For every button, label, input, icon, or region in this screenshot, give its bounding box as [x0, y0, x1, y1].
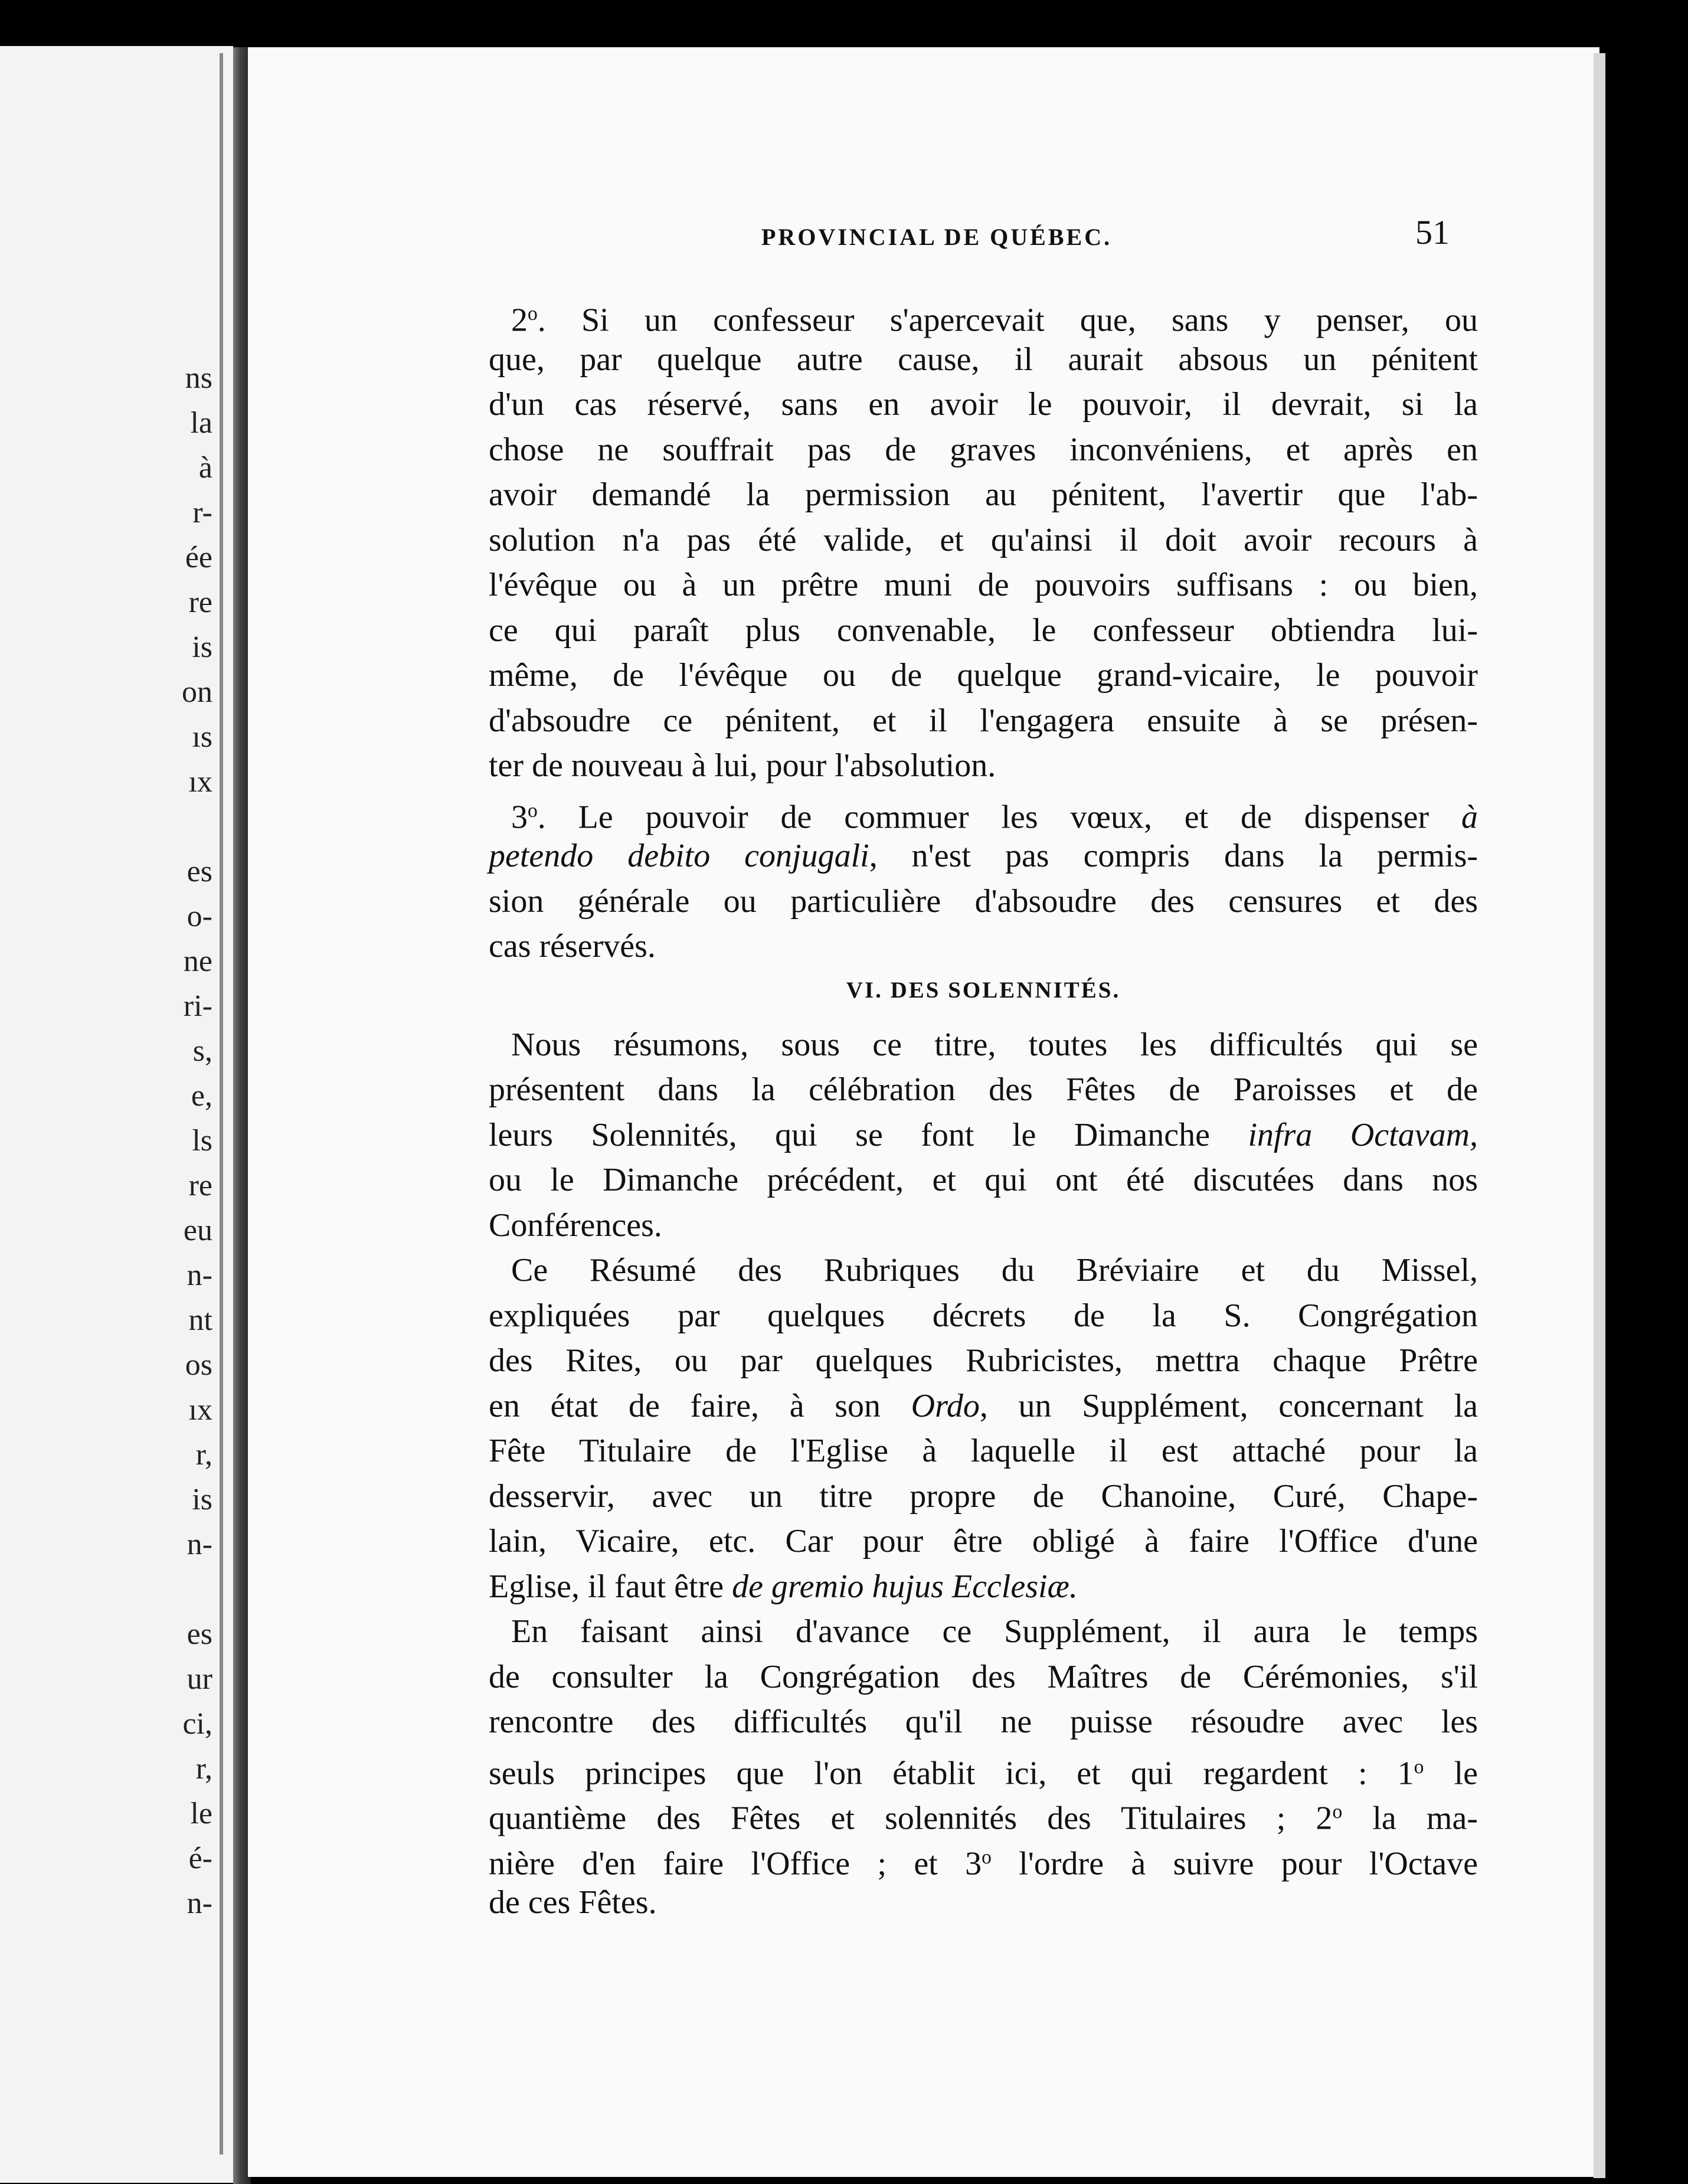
- text-line: que, par quelque autre cause, il aurait absous un pénitent: [489, 341, 1478, 378]
- left-fragment: ıx: [188, 1393, 212, 1427]
- text-line: chose ne souffrait pas de graves inconvéniens, et après en: [489, 431, 1478, 468]
- latin-phrase: infra Octavam,: [1248, 1116, 1478, 1153]
- text-line: rencontre des difficultés qu'il ne puisse résoudre avec les: [489, 1704, 1478, 1740]
- latin-phrase: Ordo: [911, 1387, 980, 1424]
- left-fragment: n-: [187, 1887, 212, 1920]
- line-text: nière d'en faire l'Office ; et 3: [489, 1845, 982, 1882]
- left-fragment: [0, 1567, 212, 1612]
- text-line: expliquées par quelques décrets de la S. Congrégation: [489, 1297, 1478, 1334]
- text-line: desservir, avec un titre propre de Chanoine, Curé, Chape-: [489, 1477, 1478, 1515]
- line-text: Eglise, il faut être: [489, 1568, 732, 1605]
- text-line: des Rites, ou par quelques Rubricistes, mettra chaque Prêtre: [489, 1342, 1478, 1379]
- line-text: leurs Solennités, qui se font le Dimanche: [489, 1116, 1248, 1153]
- left-fragment: es: [187, 855, 212, 888]
- running-head: PROVINCIAL DE QUÉBEC.: [761, 224, 1113, 250]
- text-line: [489, 292, 1478, 337]
- text-line: [489, 1745, 1478, 1790]
- left-fragment: n-: [187, 1258, 212, 1292]
- line-text: . Si un confesseur s'apercevait que, sans y penser, ou: [537, 302, 1478, 339]
- left-fragment: ns: [185, 361, 212, 395]
- ordinal-mark: o: [528, 303, 538, 325]
- left-fragment: ur: [187, 1662, 212, 1696]
- text-line: Fête Titulaire de l'Eglise à laquelle il est attaché pour la: [489, 1433, 1478, 1469]
- line-text: le: [1424, 1754, 1478, 1791]
- line-text: . Le pouvoir de commuer les vœux, et de dispenser: [537, 798, 1461, 835]
- text-line: [489, 1790, 1478, 1835]
- text-line: ou le Dimanche précédent, et qui ont été discutées dans nos: [489, 1162, 1478, 1198]
- text-line: [489, 789, 1478, 834]
- left-fragment: es: [187, 1617, 212, 1651]
- left-fragment: n-: [187, 1528, 212, 1561]
- left-fragment: la: [190, 406, 212, 440]
- line-text: la ma-: [1342, 1800, 1478, 1837]
- left-page-text-fragments: [0, 356, 220, 1926]
- left-fragment: s,: [192, 1034, 212, 1068]
- text-line: [489, 1384, 1478, 1429]
- left-fragment: r-: [192, 496, 212, 529]
- text-line: ter de nouveau à lui, pour l'absolution.: [489, 747, 996, 784]
- latin-phrase: petendo debito conjugali: [489, 838, 869, 874]
- left-fragment: [0, 805, 212, 849]
- right-page-edge: [1594, 53, 1605, 2178]
- left-fragment: r,: [195, 1752, 212, 1786]
- line-text: en état de faire, à son: [489, 1387, 911, 1424]
- text-line: En faisant ainsi d'avance ce Supplément, il aura le temps: [511, 1613, 1478, 1650]
- left-fragment: eu: [183, 1214, 212, 1247]
- line-text: quantième des Fêtes et solennités des Titulaires ; 2: [489, 1800, 1333, 1837]
- text-line: cas réservés.: [489, 928, 656, 965]
- left-fragment: ri-: [183, 989, 212, 1023]
- left-fragment: é-: [188, 1842, 212, 1875]
- left-fragment: ıs: [192, 720, 212, 754]
- line-text: , n'est pas compris dans la permis-: [869, 838, 1478, 874]
- left-fragment: re: [188, 586, 212, 619]
- text-line: [489, 1835, 1478, 1881]
- left-fragment: os: [185, 1348, 212, 1382]
- left-fragment: o-: [187, 900, 212, 933]
- ordinal-mark: o: [982, 1846, 992, 1868]
- text-line: solution n'a pas été valide, et qu'ainsi il doit avoir recours à: [489, 521, 1478, 558]
- left-page: [0, 46, 233, 2183]
- text-line: présentent dans la célébration des Fêtes de Paroisses et de: [489, 1071, 1478, 1108]
- text-line: l'évêque ou à un prêtre muni de pouvoirs suffisans : ou bien,: [489, 567, 1478, 603]
- line-text: , un Supplément, concernant la: [979, 1387, 1478, 1424]
- left-fragment: is: [192, 1483, 212, 1516]
- left-fragment: ıx: [188, 765, 212, 799]
- left-fragment: on: [182, 675, 212, 709]
- text-line: [489, 1564, 1478, 1610]
- text-line: ce qui paraît plus convenable, le confesseur obtiendra lui-: [489, 612, 1478, 649]
- ordinal-mark: o: [1332, 1801, 1343, 1823]
- text-line: [489, 833, 1478, 879]
- ordinal-mark: o: [528, 799, 538, 822]
- left-fragment: ls: [192, 1124, 212, 1158]
- left-fragment: ée: [185, 541, 212, 574]
- line-text: l'ordre à suivre pour l'Octave: [991, 1845, 1478, 1882]
- section-title: VI. DES SOLENNITÉS.: [846, 977, 1121, 1003]
- text-line: sion générale ou particulière d'absoudre des censures et des: [489, 882, 1478, 920]
- left-fragment: nt: [188, 1303, 212, 1337]
- left-fragment: re: [188, 1169, 212, 1202]
- latin-phrase: de gremio hujus Ecclesiæ.: [732, 1568, 1078, 1605]
- line-text: seuls principes que l'on établit ici, et qui regardent : 1: [489, 1754, 1414, 1791]
- left-fragment: ci,: [182, 1707, 212, 1741]
- text-line: même, de l'évêque ou de quelque grand-vicaire, le pouvoir: [489, 657, 1478, 694]
- left-fragment: ne: [183, 944, 212, 978]
- item-number: 3: [511, 798, 528, 835]
- left-fragment: e,: [191, 1079, 212, 1113]
- left-fragment: is: [192, 630, 212, 664]
- latin-phrase: à: [1461, 798, 1478, 835]
- page-number: 51: [1415, 213, 1450, 251]
- left-fragment: le: [190, 1797, 212, 1830]
- text-line: d'absoudre ce pénitent, et il l'engagera ensuite à se présen-: [489, 702, 1478, 739]
- item-number: 2: [511, 302, 528, 339]
- text-line: avoir demandé la permission au pénitent, l'avertir que l'ab-: [489, 476, 1478, 513]
- left-page-edge: [220, 53, 223, 2154]
- ordinal-mark: o: [1414, 1755, 1424, 1778]
- left-fragment: r,: [195, 1438, 212, 1472]
- text-line: Ce Résumé des Rubriques du Bréviaire et du Missel,: [511, 1252, 1478, 1289]
- text-line: Nous résumons, sous ce titre, toutes les difficultés qui se: [511, 1026, 1478, 1063]
- text-line: lain, Vicaire, etc. Car pour être obligé à faire l'Office d'une: [489, 1523, 1478, 1559]
- page-body: [489, 292, 1478, 1925]
- text-line: Conférences.: [489, 1207, 662, 1244]
- text-line: de ces Fêtes.: [489, 1884, 657, 1921]
- left-fragment: à: [198, 451, 212, 485]
- text-line: de consulter la Congrégation des Maîtres de Cérémonies, s'il: [489, 1658, 1478, 1695]
- text-line: [489, 1113, 1478, 1158]
- text-line: d'un cas réservé, sans en avoir le pouvoir, il devrait, si la: [489, 386, 1478, 423]
